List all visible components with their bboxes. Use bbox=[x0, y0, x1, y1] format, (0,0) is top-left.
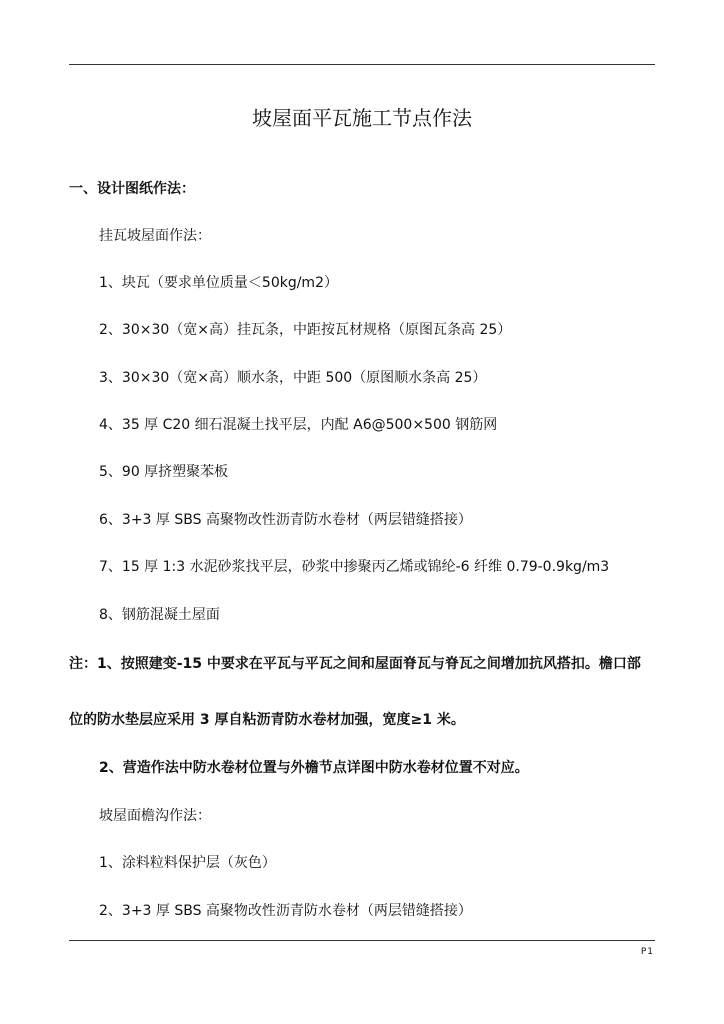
subheading-tile-roof: 挂瓦坡屋面作法： bbox=[99, 228, 211, 244]
footer-rule bbox=[69, 940, 655, 941]
section-heading: 一、设计图纸作法： bbox=[69, 181, 195, 197]
list-item: 1、涂料粒料保护层（灰色） bbox=[99, 855, 276, 871]
list-item: 7、15 厚 1:3 水泥砂浆找平层，砂浆中掺聚丙乙烯或锦纶-6 纤维 0.79-0.9kg/m3 bbox=[99, 559, 610, 575]
list-item: 4、35 厚 C20 细石混凝土找平层，内配 A6@500×500 钢筋网 bbox=[99, 417, 498, 433]
note-line: 注：1、按照建变-15 中要求在平瓦与平瓦之间和屋面脊瓦与脊瓦之间增加抗风搭扣。檐口部 bbox=[69, 656, 641, 672]
subheading-gutter: 坡屋面檐沟作法： bbox=[99, 808, 211, 824]
list-item: 5、90 厚挤塑聚苯板 bbox=[99, 464, 229, 480]
note-line: 2、营造作法中防水卷材位置与外檐节点详图中防水卷材位置不对应。 bbox=[99, 760, 529, 776]
list-item: 2、30×30（宽×高）挂瓦条，中距按瓦材规格（原图瓦条高 25） bbox=[99, 322, 512, 338]
list-item: 8、钢筋混凝土屋面 bbox=[99, 607, 220, 623]
page-number: P1 bbox=[640, 947, 654, 957]
document-title: 坡屋面平瓦施工节点作法 bbox=[252, 106, 472, 130]
header-rule bbox=[69, 64, 655, 65]
list-item: 3、30×30（宽×高）顺水条，中距 500（原图顺水条高 25） bbox=[99, 370, 487, 386]
note-line: 位的防水垫层应采用 3 厚自粘沥青防水卷材加强，宽度≥1 米。 bbox=[69, 712, 465, 728]
list-item: 6、3+3 厚 SBS 高聚物改性沥青防水卷材（两层错缝搭接） bbox=[99, 512, 472, 528]
list-item: 2、3+3 厚 SBS 高聚物改性沥青防水卷材（两层错缝搭接） bbox=[99, 903, 472, 919]
list-item: 1、块瓦（要求单位质量＜50kg/m2） bbox=[99, 275, 338, 291]
